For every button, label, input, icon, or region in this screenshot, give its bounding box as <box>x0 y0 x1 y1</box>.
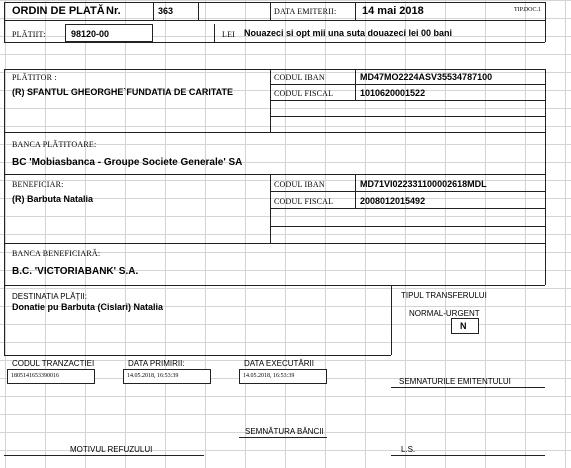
payer-iban-label: CODUL IBAN <box>274 73 325 82</box>
nr-label: Nr. <box>106 5 121 17</box>
form-title: ORDIN DE PLATĂ <box>12 5 105 17</box>
refusal-reason-label: MOTIVUL REFUZULUI <box>70 445 153 454</box>
bank-signature-label: SEMNĂTURA BĂNCII <box>245 427 324 436</box>
payer-bank-name: BC 'Mobiasbanca - Groupe Societe Generale' SA <box>12 157 243 168</box>
seal-label: L.S. <box>401 445 416 454</box>
destination-text: Donatie pu Barbuta (Cislari) Natalia <box>12 302 164 312</box>
beneficiary-bank-label: BANCA BENEFICIARĂ: <box>12 249 101 258</box>
payer-name: (R) SFANTUL GHEORGHE`FUNDATIA DE CARITATE <box>12 87 233 97</box>
transfer-type-value: N <box>460 321 467 331</box>
destination-label: DESTINATIA PLĂȚII: <box>12 292 87 301</box>
executed-date-label: DATA EXECUTĂRII <box>244 359 314 368</box>
issue-date-label: DATA EMITERII: <box>274 7 337 16</box>
currency-label: LEI <box>222 30 236 39</box>
beneficiary-fiscal-label: CODUL FISCAL <box>274 197 334 206</box>
issue-date: 14 mai 2018 <box>362 5 424 17</box>
received-date-box <box>123 369 211 384</box>
payer-fiscal-label: CODUL FISCAL <box>274 89 334 98</box>
amount-in-words: Nouazeci si opt mii una suta douazeci lei 00 bani <box>244 28 453 38</box>
transfer-type-label: TIPUL TRANSFERULUI <box>401 291 487 300</box>
received-date: 14.05.2018, 16:53:39 <box>127 373 179 379</box>
amount-label: PLĂTIIT: <box>12 30 46 39</box>
transaction-code: 1805141653390016 <box>11 373 59 379</box>
issuer-signatures-label: SEMNATURILE EMITENTULUI <box>399 377 511 386</box>
amount-value: 98120-00 <box>71 29 110 39</box>
transaction-code-label: CODUL TRANZACTIEI <box>12 359 95 368</box>
transaction-code-box <box>7 369 95 384</box>
beneficiary-fiscal-code: 2008012015492 <box>360 196 426 206</box>
beneficiary-bank-name: B.C. 'VICTORIABANK' S.A. <box>12 266 139 277</box>
payer-label: PLĂTITOR : <box>12 73 57 82</box>
order-number: 363 <box>158 6 174 16</box>
beneficiary-name: (R) Barbuta Natalia <box>12 194 94 204</box>
received-date-label: DATA PRIMIRII: <box>128 359 185 368</box>
transfer-type-box <box>451 318 479 334</box>
payer-fiscal-code: 1010620001522 <box>360 88 426 98</box>
doc-type-code: TIP.DOC.1 <box>514 7 542 13</box>
beneficiary-label: BENEFICIAR: <box>12 180 64 189</box>
beneficiary-iban: MD71VI022331100002618MDL <box>360 179 487 189</box>
executed-date: 14.05.2018, 16:53:39 <box>243 373 295 379</box>
beneficiary-iban-label: CODUL IBAN <box>274 180 325 189</box>
payer-bank-label: BANCA PLĂTITOARE: <box>12 140 97 149</box>
executed-date-box <box>239 369 327 384</box>
transfer-type-option-label: NORMAL-URGENT <box>409 309 480 318</box>
payer-iban: MD47MO2224ASV35534787100 <box>360 72 493 82</box>
